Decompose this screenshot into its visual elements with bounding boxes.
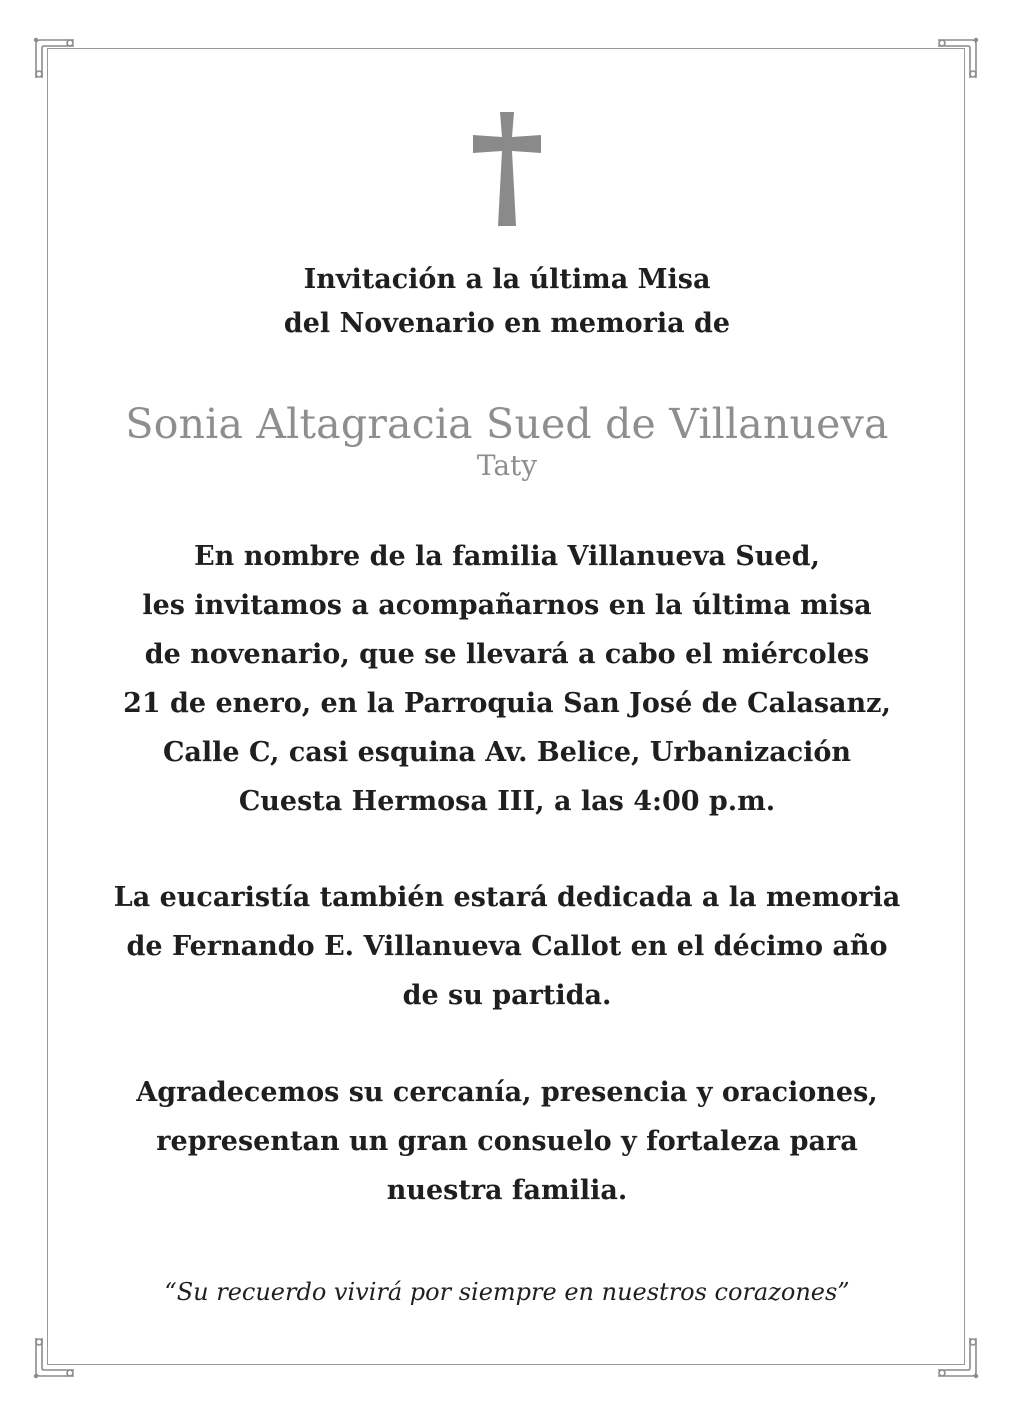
paragraph-line: les invitamos a acompañarnos en la última misa [142,590,872,621]
invitation-heading [60,258,954,346]
paragraph-line: de novenario, que se llevará a cabo el miércoles [144,639,870,670]
paragraph-line: representan un gran consuelo y fortaleza para [156,1126,858,1157]
invitation-heading-line: Invitación a la última Misa [303,264,711,295]
dedication-paragraph [60,873,954,1020]
paragraph-line: Cuesta Hermosa III, a las 4:00 p.m. [238,786,776,817]
paragraph-line: En nombre de la familia Villanueva Sued, [194,541,820,572]
paragraph-line: de Fernando E. Villanueva Callot en el décimo año [126,931,888,962]
corner-ornament-icon [30,1334,78,1382]
cross-icon [471,110,543,228]
corner-ornament-icon [934,1334,982,1382]
corner-ornament-icon [934,34,982,82]
memorial-quote: “Su recuerdo vivirá por siempre en nuestros corazones” [164,1278,850,1306]
deceased-nickname: Taty [476,449,538,482]
paragraph-line: Agradecemos su cercanía, presencia y oraciones, [136,1077,878,1108]
paragraph-line: 21 de enero, en la Parroquia San José de Calasanz, [123,688,891,719]
invitation-heading-line: del Novenario en memoria de [283,308,731,339]
paragraph-line: de su partida. [402,980,612,1011]
invitation-paragraph [60,532,954,826]
paragraph-line: Calle C, casi esquina Av. Belice, Urbanización [162,737,852,768]
paragraph-line: nuestra familia. [386,1175,628,1206]
thanks-paragraph [60,1068,954,1215]
deceased-name: Sonia Altagracia Sued de Villanueva [125,400,889,448]
paragraph-line: La eucaristía también estará dedicada a la memoria [113,882,901,913]
corner-ornament-icon [30,34,78,82]
